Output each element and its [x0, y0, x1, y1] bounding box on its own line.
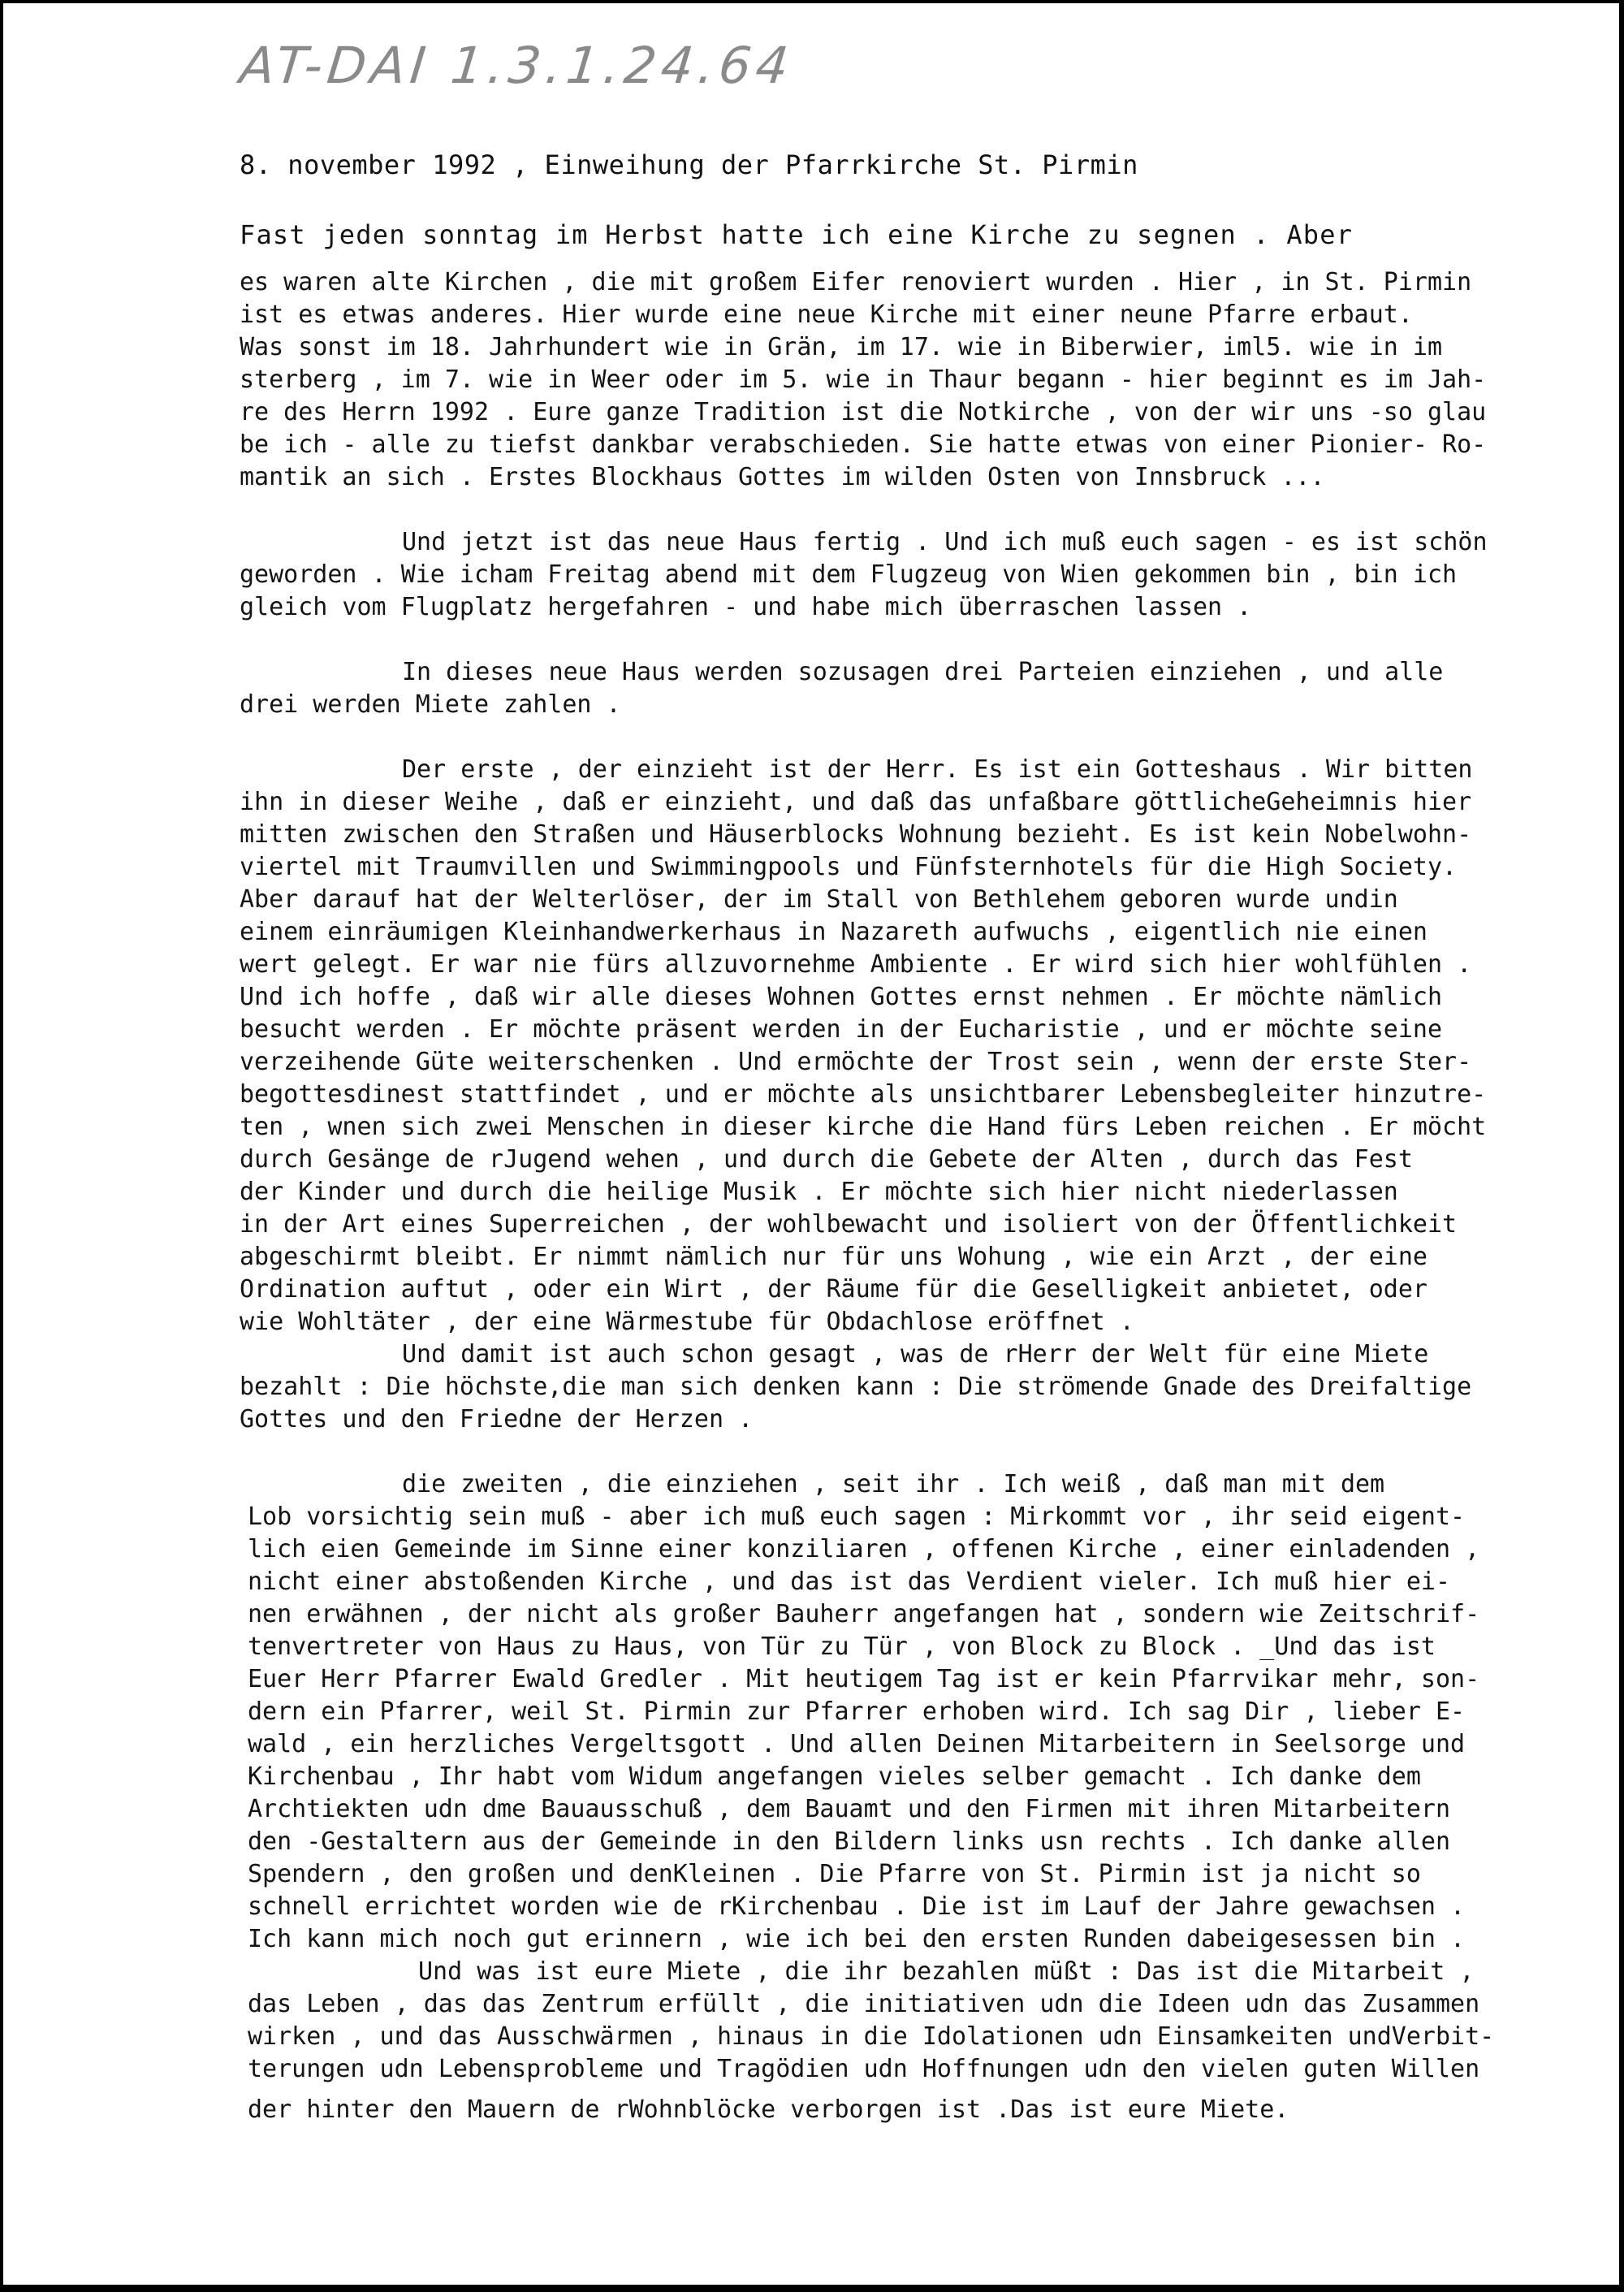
text-line: besucht werden . Er möchte präsent werden in der Eucharistie , und er möchte seine — [240, 1015, 1443, 1044]
text-line: sterberg , im 7. wie in Weer oder im 5. wie in Thaur begann - hier beginnt es im Jah- — [240, 365, 1487, 394]
text-line: re des Herrn 1992 . Eure ganze Tradition ist die Notkirche , von der wir uns -so glau — [240, 398, 1487, 426]
text-line: Spendern , den großen und denKleinen . Die Pfarre von St. Pirmin ist ja nicht so — [248, 1860, 1421, 1888]
text-line: ist es etwas anderes. Hier wurde eine neue Kirche mit einer neune Pfarre erbaut. — [240, 301, 1413, 329]
text-line: begottesdinest stattfindet , und er möchte als unsichtbarer Lebensbegleiter hinzutre- — [240, 1080, 1487, 1109]
text-line: schnell errichtet worden wie de rKirchenbau . Die ist im Lauf der Jahre gewachsen . — [248, 1892, 1466, 1921]
text-line: wirken , und das Ausschwärmen , hinaus in die Idolationen udn Einsamkeiten undVerbit- — [248, 2022, 1495, 2051]
text-line: In dieses neue Haus werden sozusagen drei Parteien einziehen , und alle — [402, 658, 1444, 686]
text-line: mantik an sich . Erstes Blockhaus Gottes im wilden Osten von Innsbruck ... — [240, 463, 1325, 491]
text-line: abgeschirmt bleibt. Er nimmt nämlich nur für uns Wohung , wie ein Arzt , der eine — [240, 1243, 1427, 1271]
text-line: tenvertreter von Haus zu Haus, von Tür zu Tür , von Block zu Block . _Und das ist — [248, 1633, 1436, 1661]
text-line: Ordination auftut , oder ein Wirt , der Räume für die Geselligkeit anbietet, oder — [240, 1275, 1427, 1304]
text-line: Fast jeden sonntag im Herbst hatte ich eine Kirche zu segnen . Aber — [240, 219, 1354, 250]
page-title: 8. november 1992 , Einweihung der Pfarrkirche St. Pirmin — [240, 149, 1138, 180]
archive-signature: AT-DAI 1.3.1.24.64 — [237, 36, 797, 95]
text-line: wert gelegt. Er war nie fürs allzuvornehme Ambiente . Er wird sich hier wohlfühlen . — [240, 950, 1472, 979]
text-line: be ich - alle zu tiefst dankbar verabschieden. Sie hatte etwas von einer Pionier- Ro- — [240, 430, 1487, 459]
text-line: dern ein Pfarrer, weil St. Pirmin zur Pfarrer erhoben wird. Ich sag Dir , lieber E- — [248, 1697, 1466, 1726]
text-line: Und ich hoffe , daß wir alle dieses Wohnen Gottes ernst nehmen . Er möchte nämlich — [240, 983, 1443, 1011]
text-line: Der erste , der einzieht ist der Herr. Es ist ein Gotteshaus . Wir bitten — [402, 755, 1473, 784]
text-line: Was sonst im 18. Jahrhundert wie in Grän, im 17. wie in Biberwier, iml5. wie in im — [240, 333, 1443, 361]
text-line: mitten zwischen den Straßen und Häuserblocks Wohnung bezieht. Es ist kein Nobelwohn- — [240, 820, 1472, 849]
text-line: drei werden Miete zahlen . — [240, 690, 621, 719]
text-line: nen erwähnen , der nicht als großer Bauherr angefangen hat , sondern wie Zeitschrif- — [248, 1600, 1480, 1628]
text-line: geworden . Wie icham Freitag abend mit dem Flugzeug von Wien gekommen bin , bin ich — [240, 560, 1458, 589]
text-line: ihn in dieser Weihe , daß er einzieht, und daß das unfaßbare göttlicheGeheimnis hier — [240, 788, 1472, 816]
text-line: nicht einer abstoßenden Kirche , und das ist das Verdient vieler. Ich muß hier ei- — [248, 1568, 1451, 1596]
text-line: Und damit ist auch schon gesagt , was de rHerr der Welt für eine Miete — [402, 1340, 1429, 1369]
text-line: Kirchenbau , Ihr habt vom Widum angefangen vieles selber gemacht . Ich danke dem — [248, 1762, 1421, 1791]
text-line: wie Wohltäter , der eine Wärmestube für Obdachlose eröffnet . — [240, 1308, 1134, 1336]
text-line: es waren alte Kirchen , die mit großem Eifer renoviert wurden . Hier , in St. Pirmin — [240, 268, 1472, 296]
text-line: die zweiten , die einziehen , seit ihr . Ich weiß , daß man mit dem — [402, 1470, 1385, 1498]
text-line: durch Gesänge de rJugend wehen , und durch die Gebete der Alten , durch das Fest — [240, 1145, 1413, 1174]
text-line: Lob vorsichtig sein muß - aber ich muß euch sagen : Mirkommt vor , ihr seid eigent- — [248, 1503, 1466, 1531]
text-line: terungen udn Lebensprobleme und Tragödien udn Hoffnungen udn den vielen guten Willen — [248, 2055, 1480, 2083]
text-line: lich eien Gemeinde im Sinne einer konziliaren , offenen Kirche , einer einladenden , — [248, 1535, 1480, 1563]
text-line: gleich vom Flugplatz hergefahren - und habe mich überraschen lassen . — [240, 593, 1252, 621]
text-line: Gottes und den Friedne der Herzen . — [240, 1405, 754, 1434]
text-line: in der Art eines Superreichen , der wohlbewacht und isoliert von der Öffentlichkeit — [240, 1210, 1458, 1239]
text-line: einem einräumigen Kleinhandwerkerhaus in Nazareth aufwuchs , eigentlich nie einen — [240, 918, 1427, 946]
text-line: Und jetzt ist das neue Haus fertig . Und ich muß euch sagen - es ist schön — [402, 528, 1488, 556]
text-line: wald , ein herzliches Vergeltsgott . Und allen Deinen Mitarbeitern in Seelsorge und — [248, 1730, 1466, 1758]
text-line: das Leben , das das Zentrum erfüllt , die initiativen udn die Ideen udn das Zusammen — [248, 1990, 1480, 2018]
text-line: Und was ist eure Miete , die ihr bezahlen müßt : Das ist die Mitarbeit , — [418, 1957, 1475, 1986]
text-line: Ich kann mich noch gut erinnern , wie ich bei den ersten Runden dabeigesessen bin . — [248, 1925, 1466, 1953]
text-line: verzeihende Güte weiterschenken . Und ermöchte der Trost sein , wenn der erste Ster- — [240, 1048, 1472, 1076]
text-line: der hinter den Mauern de rWohnblöcke verborgen ist .Das ist eure Miete. — [248, 2095, 1289, 2124]
text-line: der Kinder und durch die heilige Musik . Er möchte sich hier nicht niederlassen — [240, 1178, 1398, 1206]
text-line: bezahlt : Die höchste,die man sich denken kann : Die strömende Gnade des Dreifaltige — [240, 1373, 1472, 1401]
text-line: den -Gestaltern aus der Gemeinde in den Bildern links usn rechts . Ich danke allen — [248, 1827, 1451, 1856]
text-line: Euer Herr Pfarrer Ewald Gredler . Mit heutigem Tag ist er kein Pfarrvikar mehr, son- — [248, 1665, 1480, 1693]
text-line: viertel mit Traumvillen und Swimmingpools und Fünfsternhotels für die High Society. — [240, 853, 1458, 881]
text-line: Archtiekten udn dme Bauausschuß , dem Bauamt und den Firmen mit ihren Mitarbeitern — [248, 1795, 1451, 1823]
text-line: ten , wnen sich zwei Menschen in dieser kirche die Hand fürs Leben reichen . Er möcht — [240, 1113, 1487, 1141]
text-line: Aber darauf hat der Welterlöser, der im Stall von Bethlehem geboren wurde undin — [240, 885, 1398, 914]
document-page — [3, 3, 1619, 2285]
